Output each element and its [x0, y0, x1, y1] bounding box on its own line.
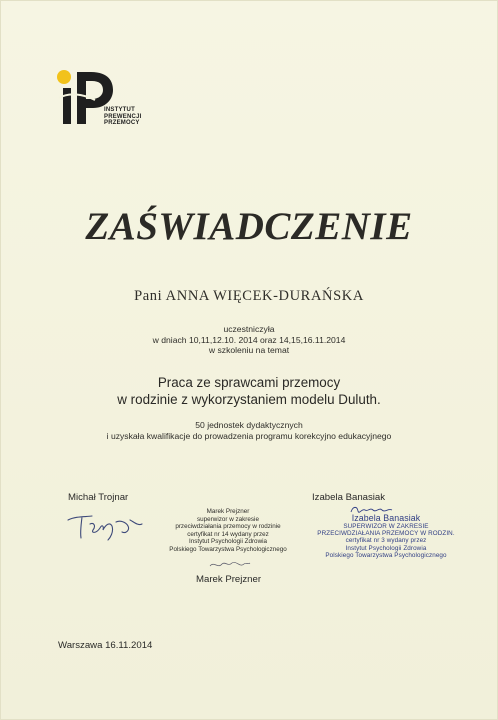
right-stamp — [306, 513, 466, 559]
signature-center-image — [208, 557, 252, 573]
place-and-date: Warszawa 16.11.2014 — [58, 640, 153, 651]
course-title-line-1: Praca ze sprawcami przemocy — [157, 375, 341, 390]
signature-left-image — [66, 508, 146, 544]
signatory-right-name: Izabela Banasiak — [312, 492, 386, 503]
center-stamp-line-5: Instytut Psychologii Zdrowia — [188, 538, 268, 546]
recipient-name: Pani ANNA WIĘCEK-DURAŃSKA — [134, 288, 364, 304]
center-stamp — [158, 508, 298, 554]
center-stamp-line-6: Polskiego Towarzystwa Psychologicznego — [169, 545, 287, 553]
course-title-line-2: w rodzinie z wykorzystaniem modelu Duluth. — [117, 392, 381, 407]
logo-line-1: INSTYTUT — [104, 107, 135, 113]
participation-dates: w dniach 10,11,12.10. 2014 oraz 14,15,16.11.2014 — [152, 334, 346, 345]
participation-line-1: uczestniczyła — [223, 324, 275, 334]
participation-line-3: w szkoleniu na temat — [208, 345, 290, 356]
right-stamp-line-1: Izabela Banasiak — [351, 513, 421, 523]
right-stamp-line-5: Instytut Psychologii Zdrowia — [345, 544, 427, 552]
participation-block — [0, 324, 498, 356]
right-stamp-line-3: PRZECIWDZIAŁANIA PRZEMOCY W RODZIN. — [317, 530, 455, 538]
center-stamp-line-4: certyfikat nr 14 wydany przez — [187, 530, 269, 538]
center-stamp-line-1: Marek Prejzner — [206, 508, 250, 515]
logo-i-mark — [63, 88, 71, 124]
right-stamp-line-6: Polskiego Towarzystwa Psychologicznego — [325, 551, 447, 559]
result-block — [0, 420, 498, 441]
center-stamp-line-3: przeciwdziałania przemocy w rodzinie — [175, 523, 281, 531]
result-line-1: 50 jednostek dydaktycznych — [195, 420, 303, 430]
right-stamp-line-2: SUPERWIZOR W ZAKRESIE — [343, 523, 429, 530]
signatory-left-name: Michał Trojnar — [68, 492, 129, 503]
certificate-title: ZAŚWIADCZENIE — [85, 205, 413, 248]
signatory-center-name: Marek Prejzner — [196, 574, 262, 585]
logo-accent-dot — [57, 70, 71, 84]
logo-line-2: PREWENCJI — [104, 113, 142, 120]
institute-logo-text — [104, 107, 141, 127]
right-stamp-line-4: certyfikat nr 3 wydany przez — [345, 537, 427, 545]
center-stamp-line-2: superwizor w zakresie — [197, 515, 259, 523]
logo-line-3: PRZEMOCY — [104, 120, 140, 127]
result-line-2: i uzyskała kwalifikacje do prowadzenia programu korekcyjno edukacyjnego — [106, 430, 392, 441]
course-title — [0, 374, 498, 408]
